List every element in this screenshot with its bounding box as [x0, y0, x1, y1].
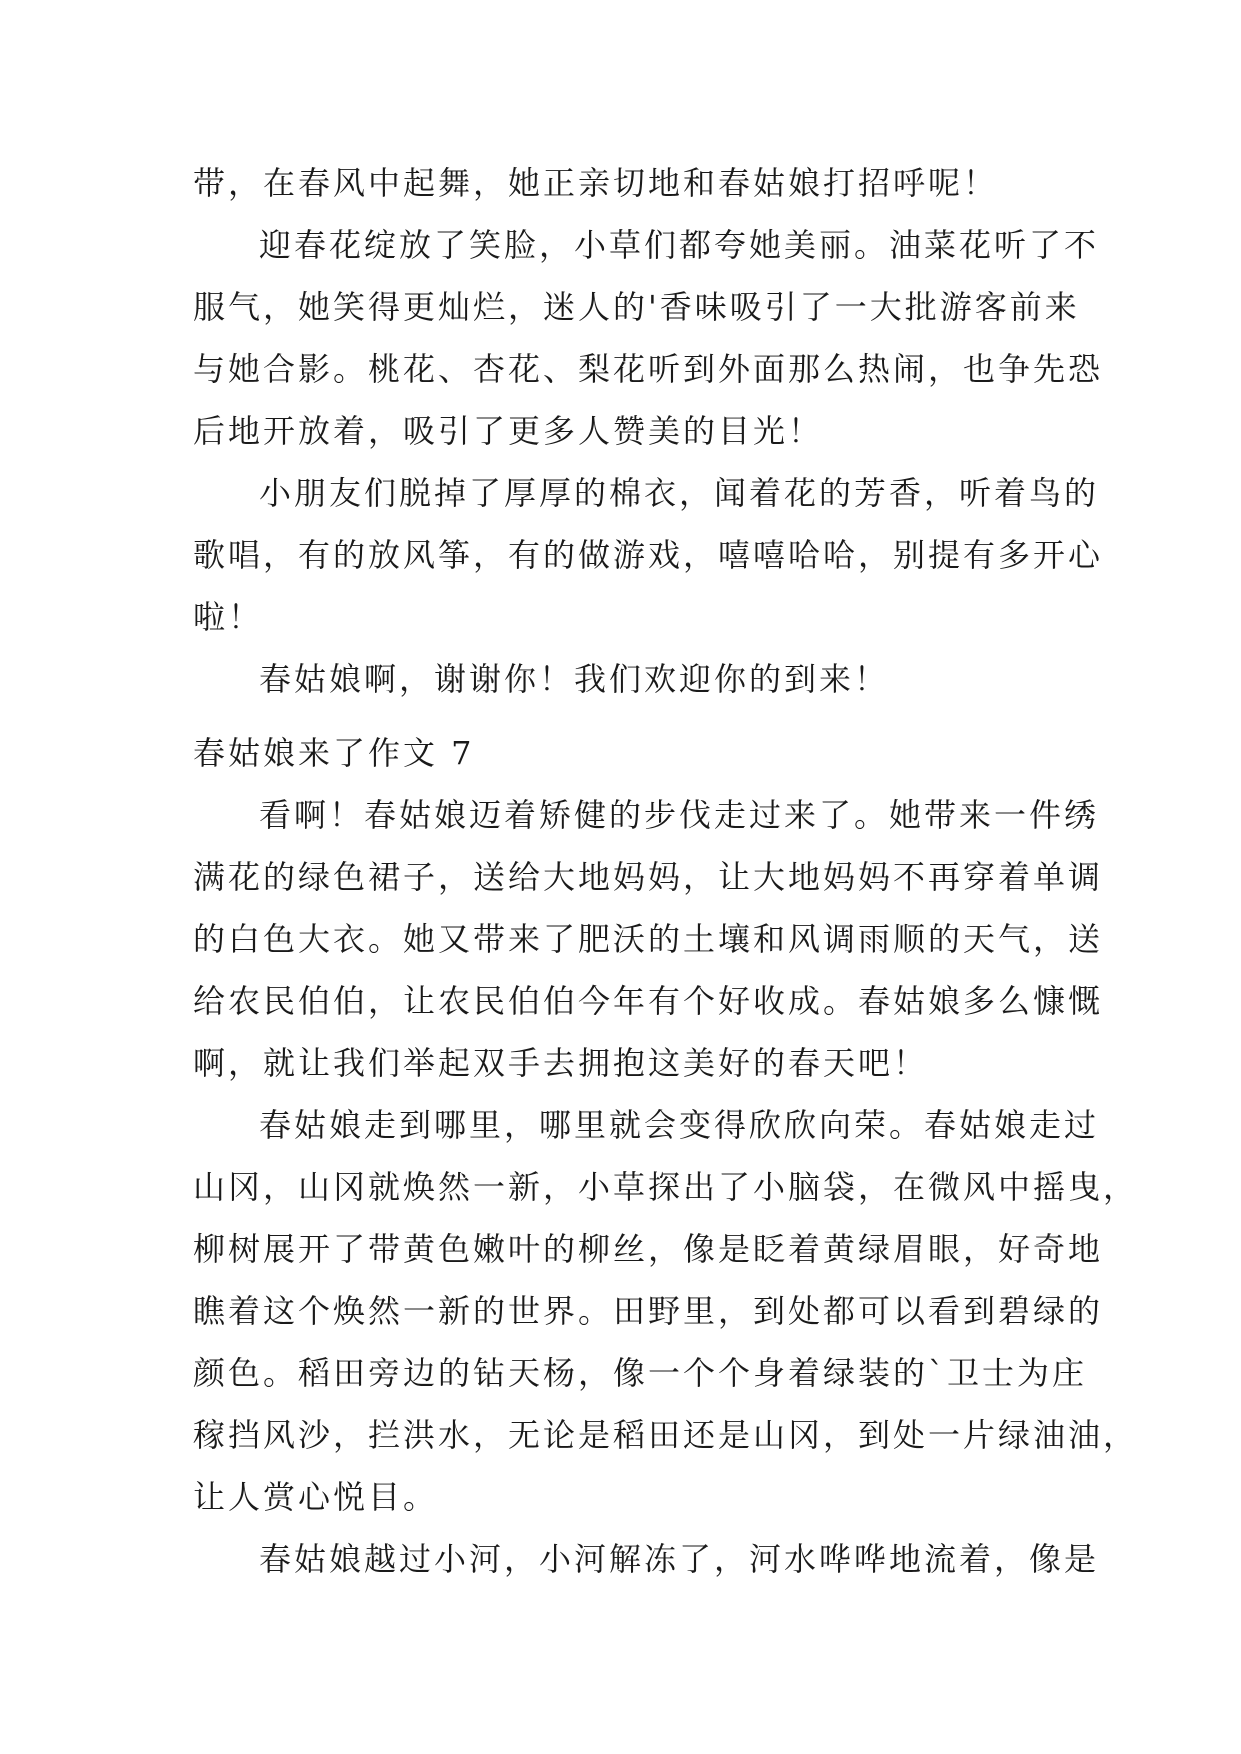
paragraph-first-line: 小朋友们脱掉了厚厚的棉衣，闻着花的芳香，听着鸟的 — [259, 474, 1100, 512]
text-line: 服气，她笑得更灿烂，迷人的'香味吸引了一大批游客前来 — [193, 288, 1080, 326]
text-line: 让人赏心悦目。 — [193, 1478, 439, 1516]
text-line: 带，在春风中起舞，她正亲切地和春姑娘打招呼呢！ — [193, 164, 999, 202]
paragraph-first-line: 春姑娘走到哪里，哪里就会变得欣欣向荣。春姑娘走过 — [259, 1106, 1100, 1144]
text-line: 柳树展开了带黄色嫩叶的柳丝，像是眨着黄绿眉眼，好奇地 — [193, 1230, 1104, 1268]
text-line: 给农民伯伯，让农民伯伯今年有个好收成。春姑娘多么慷慨 — [193, 982, 1104, 1020]
text-block-2 — [193, 722, 1139, 1590]
text-block-1 — [193, 152, 1104, 710]
text-line: 啦！ — [193, 598, 264, 636]
text-line: 歌唱，有的放风筝，有的做游戏，嘻嘻哈哈，别提有多开心 — [193, 536, 1104, 574]
text-line: 啊，就让我们举起双手去拥抱这美好的春天吧！ — [193, 1044, 929, 1082]
section-heading: 春姑娘来了作文 7 — [193, 734, 475, 772]
paragraph-first-line: 迎春花绽放了笑脸，小草们都夸她美丽。油菜花听了不 — [259, 226, 1100, 264]
text-line: 瞧着这个焕然一新的世界。田野里，到处都可以看到碧绿的 — [193, 1292, 1104, 1330]
text-line: 的白色大衣。她又带来了肥沃的土壤和风调雨顺的天气，送 — [193, 920, 1104, 958]
paragraph-first-line: 春姑娘啊，谢谢你！我们欢迎你的到来！ — [259, 660, 890, 698]
text-line: 满花的绿色裙子，送给大地妈妈，让大地妈妈不再穿着单调 — [193, 858, 1104, 896]
text-line: 后地开放着，吸引了更多人赞美的目光！ — [193, 412, 824, 450]
text-line: 稼挡风沙，拦洪水，无论是稻田还是山冈，到处一片绿油油， — [193, 1416, 1139, 1454]
paragraph-first-line: 春姑娘越过小河，小河解冻了，河水哗哗地流着，像是 — [259, 1540, 1100, 1578]
text-line: 与她合影。桃花、杏花、梨花听到外面那么热闹，也争先恐 — [193, 350, 1104, 388]
paragraph-first-line: 看啊！春姑娘迈着矫健的步伐走过来了。她带来一件绣 — [259, 796, 1100, 834]
text-line: 山冈，山冈就焕然一新，小草探出了小脑袋，在微风中摇曳， — [193, 1168, 1139, 1206]
text-line: 颜色。稻田旁边的钻天杨，像一个个身着绿装的`卫士为庄 — [193, 1354, 1088, 1392]
